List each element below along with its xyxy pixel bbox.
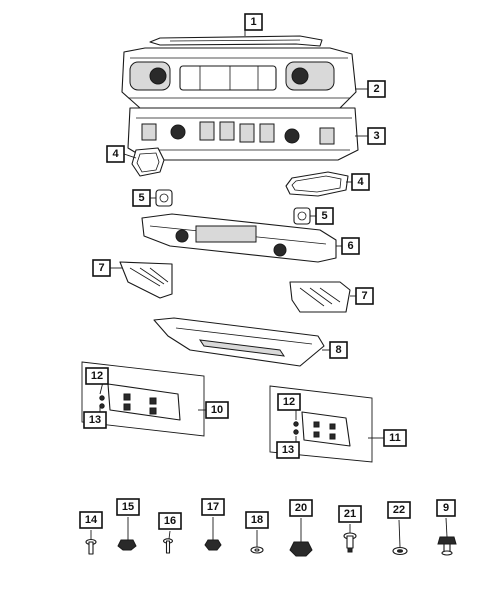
hardware-22-retainer	[393, 548, 407, 555]
callout-13-kit10	[84, 412, 106, 428]
hardware-16-screw	[164, 539, 173, 553]
callout-20	[290, 500, 312, 516]
callout-7-right	[356, 288, 373, 304]
hardware-20-flange-nut	[290, 542, 312, 556]
hardware-17-nut	[205, 540, 221, 550]
svg-text:5: 5	[321, 210, 328, 222]
callout-11	[384, 430, 406, 446]
callout-4-right	[352, 174, 369, 190]
svg-text:13: 13	[281, 444, 295, 456]
svg-text:21: 21	[343, 508, 357, 520]
svg-text:10: 10	[210, 404, 224, 416]
callout-12-kit10	[86, 368, 108, 384]
svg-text:15: 15	[121, 501, 135, 513]
svg-text:11: 11	[389, 432, 401, 444]
callout-22	[388, 502, 410, 518]
svg-text:14: 14	[84, 514, 98, 526]
leader-22	[399, 520, 400, 547]
svg-text:20: 20	[294, 502, 308, 514]
callout-5-left	[133, 190, 150, 206]
callout-9	[437, 500, 455, 516]
callout-15	[117, 499, 139, 515]
leader-9	[446, 518, 447, 537]
hardware-18-washer	[251, 547, 263, 553]
callout-21	[339, 506, 361, 522]
callout-17	[202, 499, 224, 515]
svg-text:17: 17	[206, 501, 220, 513]
callout-2	[368, 81, 385, 97]
hardware-14-bolt	[86, 540, 96, 555]
svg-text:1: 1	[250, 16, 257, 28]
svg-text:12: 12	[282, 396, 296, 408]
callout-18	[246, 512, 268, 528]
svg-text:4: 4	[357, 176, 364, 188]
part-5-bracket-right	[294, 208, 310, 224]
callout-13-kit11	[277, 442, 299, 458]
svg-text:5: 5	[138, 192, 145, 204]
svg-text:9: 9	[442, 502, 450, 514]
svg-text:3: 3	[373, 130, 380, 142]
hardware-9-clip	[438, 537, 456, 555]
svg-text:12: 12	[90, 370, 104, 382]
callout-8	[330, 342, 347, 358]
hardware-21-push-pin	[344, 533, 356, 552]
svg-text:7: 7	[98, 262, 105, 274]
part-1-upper-trim	[150, 36, 322, 46]
hardware-15-nut	[118, 540, 136, 550]
svg-text:13: 13	[88, 414, 102, 426]
part-4-bezel-right	[286, 172, 348, 196]
part-5-bracket-left	[156, 190, 172, 206]
callout-6	[342, 238, 359, 254]
svg-text:18: 18	[250, 514, 264, 526]
callout-5-right	[316, 208, 333, 224]
svg-text:22: 22	[392, 504, 406, 516]
callout-3	[368, 128, 385, 144]
svg-text:2: 2	[373, 83, 380, 95]
callout-12-kit11	[278, 394, 300, 410]
svg-text:4: 4	[112, 148, 119, 160]
part-2-bumper-fascia	[122, 48, 356, 108]
svg-text:7: 7	[361, 290, 368, 302]
part-7-corner-left	[120, 262, 172, 298]
leader-16	[169, 531, 170, 539]
callout-7-left	[93, 260, 110, 276]
part-7-corner-right	[290, 282, 350, 312]
part-8-skid-plate	[154, 318, 324, 366]
svg-text:8: 8	[335, 344, 342, 356]
callout-16	[159, 513, 181, 529]
callout-14	[80, 512, 102, 528]
callout-10	[206, 402, 228, 418]
part-4-bezel-left	[132, 148, 164, 176]
callout-4-left	[107, 146, 124, 162]
part-3-reinforcement	[128, 108, 358, 160]
svg-text:6: 6	[347, 240, 354, 252]
callout-1	[245, 14, 262, 30]
svg-text:16: 16	[163, 515, 177, 527]
